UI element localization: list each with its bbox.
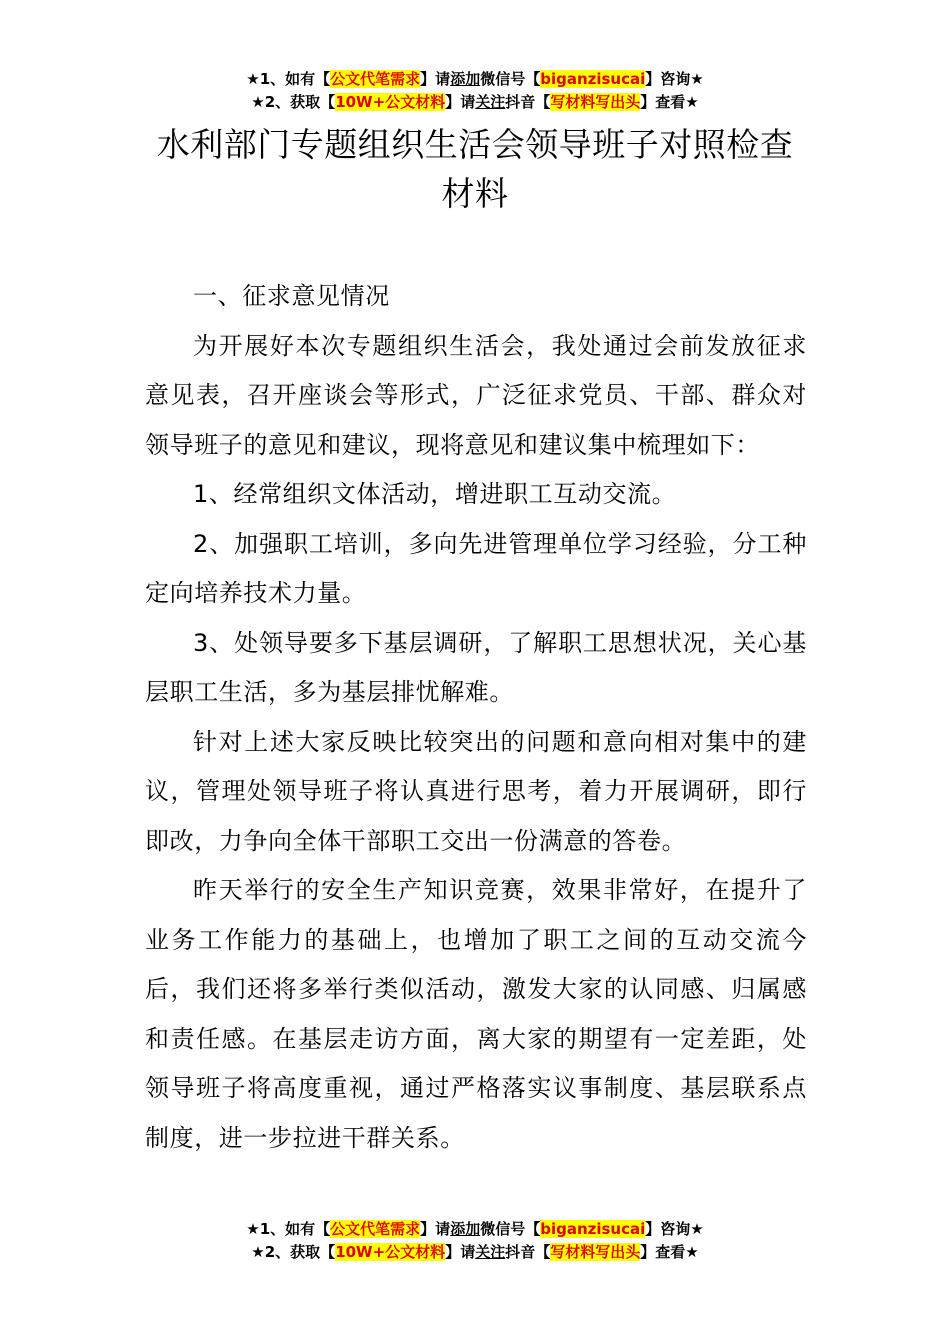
promo-text: 抖音【 — [505, 1243, 551, 1261]
promo-text: ★1、如有【 — [246, 70, 331, 88]
promo-highlight: 10W+公文材料 — [335, 93, 446, 111]
list-item: 2、加强职工培训，多向先进管理单位学习经验，分工种定向培养技术力量。 — [145, 529, 807, 607]
promo-text: ★2、获取【 — [251, 93, 336, 111]
promo-text: ★1、如有【 — [246, 1220, 331, 1238]
promo-text: 抖音【 — [505, 93, 551, 111]
promo-text: 】请 — [445, 93, 476, 111]
promo-underline: 添加 — [450, 70, 481, 88]
promo-text: ★2、获取【 — [251, 1243, 336, 1261]
promo-banner-bottom — [0, 1218, 950, 1264]
douyin-account: 写材料写出头 — [550, 93, 641, 111]
promo-highlight: 公文代笔需求 — [330, 1220, 421, 1238]
wechat-id: biganzisucai — [540, 70, 646, 88]
document-body — [145, 272, 807, 1163]
body-paragraph: 昨天举行的安全生产知识竞赛，效果非常好，在提升了业务工作能力的基础上，也增加了职工之间的互动交流今后，我们还将多举行类似活动，激发大家的认同感、归属感和责任感。在基层走访方面，离大家的期望有一定差距，处领导班子将高度重视，通过严格落实议事制度、基层联系点制度，进一步拉进干群关系。 — [145, 876, 807, 1152]
promo-text: 】请 — [420, 1220, 451, 1238]
promo-underline: 关注 — [475, 93, 506, 111]
promo-text: 微信号【 — [480, 70, 541, 88]
douyin-account: 写材料写出头 — [550, 1243, 641, 1261]
body-paragraph: 为开展好本次专题组织生活会，我处通过会前发放征求意见表，召开座谈会等形式，广泛征求党员、干部、群众对领导班子的意见和建议，现将意见和建议集中梳理如下： — [145, 331, 807, 459]
list-item: 3、处领导要多下基层调研，了解职工思想状况，关心基层职工生活，多为基层排忧解难。 — [145, 628, 807, 706]
promo-text: 】请 — [420, 70, 451, 88]
promo-text: 】查看★ — [640, 93, 699, 111]
document-title: 水利部门专题组织生活会领导班子对照检查材料 — [156, 125, 794, 213]
promo-underline: 关注 — [475, 1243, 506, 1261]
promo-text: 】查看★ — [640, 1243, 699, 1261]
promo-line-1 — [0, 68, 950, 91]
promo-highlight: 10W+公文材料 — [335, 1243, 446, 1261]
promo-text: 】咨询★ — [645, 1220, 704, 1238]
promo-underline: 添加 — [450, 1220, 481, 1238]
promo-banner-top — [0, 68, 950, 114]
list-item: 1、经常组织文体活动，增进职工互动交流。 — [193, 480, 677, 508]
promo-text: 】请 — [445, 1243, 476, 1261]
promo-line-1 — [0, 1218, 950, 1241]
wechat-id: biganzisucai — [540, 1220, 646, 1238]
promo-line-2 — [0, 91, 950, 114]
section-heading: 一、征求意见情况 — [193, 282, 390, 310]
promo-text: 】咨询★ — [645, 70, 704, 88]
promo-highlight: 公文代笔需求 — [330, 70, 421, 88]
promo-line-2 — [0, 1241, 950, 1264]
promo-text: 微信号【 — [480, 1220, 541, 1238]
body-paragraph: 针对上述大家反映比较突出的问题和意向相对集中的建议，管理处领导班子将认真进行思考，着力开展调研，即行即改，力争向全体干部职工交出一份满意的答卷。 — [145, 727, 807, 855]
